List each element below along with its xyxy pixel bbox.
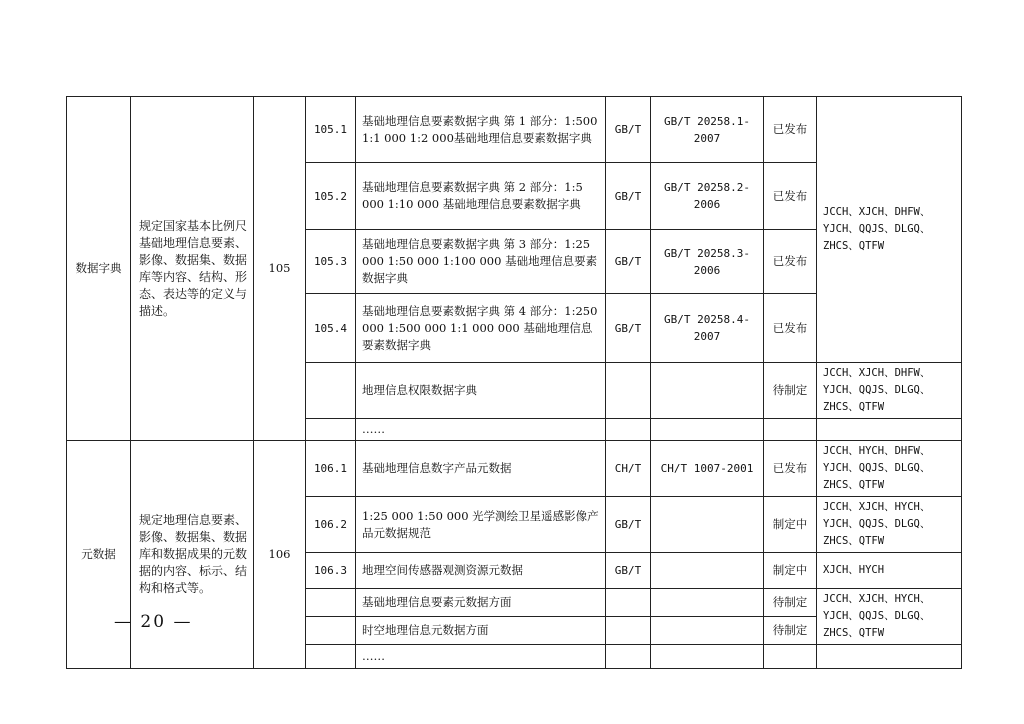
empty-cell (606, 645, 651, 669)
standard-number: GB/T 20258.3-2006 (651, 230, 764, 294)
code-cell: 105 (254, 97, 306, 441)
type-cell: GB/T (606, 163, 651, 230)
standard-number (651, 497, 764, 553)
number-cell: 105.1 (306, 97, 356, 163)
table-row (67, 441, 962, 497)
standard-title: 基础地理信息要素元数据方面 (356, 589, 606, 617)
empty-cell (606, 419, 651, 441)
empty-cell (306, 363, 356, 419)
empty-cell (606, 363, 651, 419)
standard-number: CH/T 1007-2001 (651, 441, 764, 497)
type-cell: GB/T (606, 553, 651, 589)
number-cell: 105.2 (306, 163, 356, 230)
standard-number (651, 553, 764, 589)
status-cell: 已发布 (764, 230, 817, 294)
empty-cell (306, 419, 356, 441)
type-cell: GB/T (606, 97, 651, 163)
units-cell: JCCH、XJCH、DHFW、YJCH、QQJS、DLGQ、ZHCS、QTFW (817, 97, 962, 363)
status-cell: 制定中 (764, 497, 817, 553)
number-cell: 106.2 (306, 497, 356, 553)
standard-title: 地理信息权限数据字典 (356, 363, 606, 419)
status-cell: 制定中 (764, 553, 817, 589)
type-cell: GB/T (606, 230, 651, 294)
empty-cell (606, 589, 651, 617)
standard-title: 1:25 000 1:50 000 光学测绘卫星遥感影像产品元数据规范 (356, 497, 606, 553)
standard-title: 地理空间传感器观测资源元数据 (356, 553, 606, 589)
table-row (67, 97, 962, 163)
standard-title: 基础地理信息要素数据字典 第 2 部分：1:5 000 1:10 000 基础地理信息要素数据字典 (356, 163, 606, 230)
status-cell: 已发布 (764, 294, 817, 363)
empty-cell (651, 419, 764, 441)
type-cell: GB/T (606, 294, 651, 363)
standard-number: GB/T 20258.1-2007 (651, 97, 764, 163)
status-cell: 待制定 (764, 617, 817, 645)
status-cell: 已发布 (764, 441, 817, 497)
number-cell: 106.3 (306, 553, 356, 589)
category-cell: 数据字典 (67, 97, 131, 441)
description-cell: 规定国家基本比例尺基础地理信息要素、影像、数据集、数据库等内容、结构、形态、表达等的定义与描述。 (131, 97, 254, 441)
empty-cell (306, 645, 356, 669)
empty-cell (306, 617, 356, 645)
standard-title: 基础地理信息要素数据字典 第 3 部分：1:25 000 1:50 000 1:100 000 基础地理信息要素数据字典 (356, 230, 606, 294)
status-cell: 已发布 (764, 97, 817, 163)
standard-title: 基础地理信息要素数据字典 第 1 部分：1:500 1:1 000 1:2 000基础地理信息要素数据字典 (356, 97, 606, 163)
number-cell: 105.4 (306, 294, 356, 363)
code-cell: 106 (254, 441, 306, 669)
category-cell: 元数据 (67, 441, 131, 669)
empty-cell (817, 645, 962, 669)
standard-number: GB/T 20258.4-2007 (651, 294, 764, 363)
type-cell: GB/T (606, 497, 651, 553)
standard-title: 时空地理信息元数据方面 (356, 617, 606, 645)
units-cell: JCCH、XJCH、DHFW、YJCH、QQJS、DLGQ、ZHCS、QTFW (817, 363, 962, 419)
status-cell: 待制定 (764, 589, 817, 617)
empty-cell (817, 419, 962, 441)
ellipsis: …… (356, 645, 606, 669)
description-cell: 规定地理信息要素、影像、数据集、数据库和数据成果的元数据的内容、标示、结构和格式等。 (131, 441, 254, 669)
empty-cell (764, 419, 817, 441)
empty-cell (764, 645, 817, 669)
empty-cell (651, 363, 764, 419)
number-cell: 106.1 (306, 441, 356, 497)
standard-title: 基础地理信息数字产品元数据 (356, 441, 606, 497)
type-cell: CH/T (606, 441, 651, 497)
standard-number: GB/T 20258.2-2006 (651, 163, 764, 230)
page-number: — 20 — (114, 612, 193, 632)
empty-cell (651, 589, 764, 617)
empty-cell (606, 617, 651, 645)
status-cell: 待制定 (764, 363, 817, 419)
units-cell: XJCH、HYCH (817, 553, 962, 589)
empty-cell (651, 645, 764, 669)
units-cell: JCCH、HYCH、DHFW、YJCH、QQJS、DLGQ、ZHCS、QTFW (817, 441, 962, 497)
status-cell: 已发布 (764, 163, 817, 230)
ellipsis: …… (356, 419, 606, 441)
empty-cell (651, 617, 764, 645)
empty-cell (306, 589, 356, 617)
units-cell: JCCH、XJCH、HYCH、YJCH、QQJS、DLGQ、ZHCS、QTFW (817, 497, 962, 553)
standard-title: 基础地理信息要素数据字典 第 4 部分：1:250 000 1:500 000 1:1 000 000 基础地理信息要素数据字典 (356, 294, 606, 363)
number-cell: 105.3 (306, 230, 356, 294)
standards-table (66, 96, 962, 669)
units-cell: JCCH、XJCH、HYCH、YJCH、QQJS、DLGQ、ZHCS、QTFW (817, 589, 962, 645)
